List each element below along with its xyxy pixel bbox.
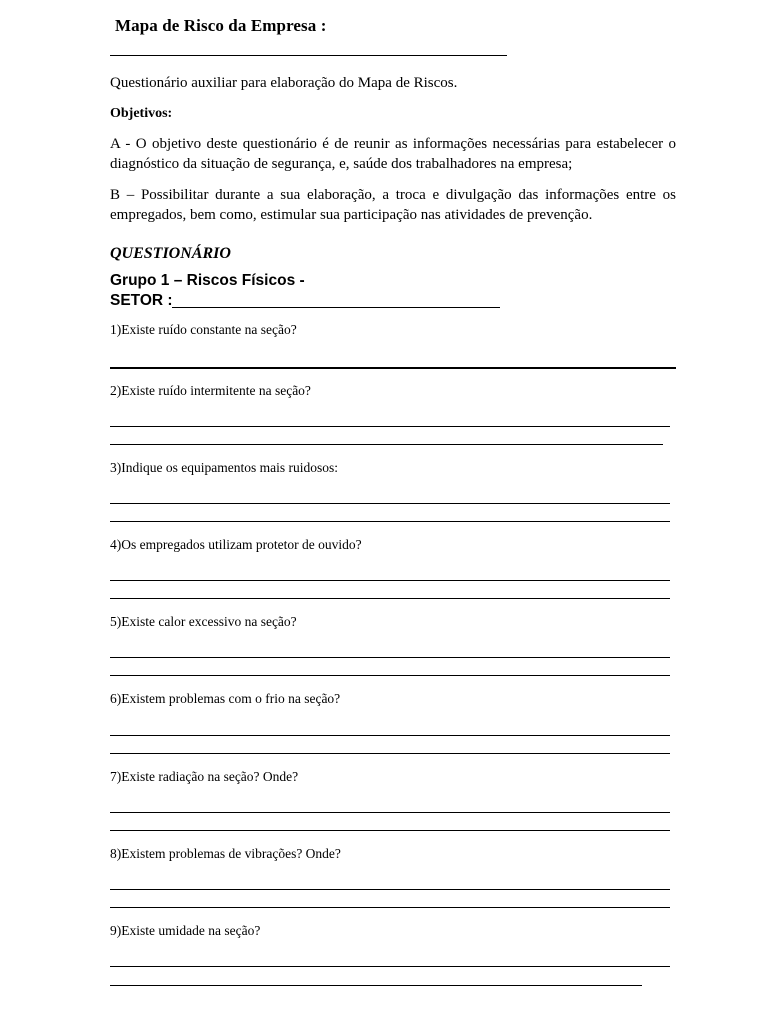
objectives-heading: Objetivos:	[110, 106, 173, 121]
question-6: 6)Existem problemas com o frio na seção?	[110, 691, 341, 706]
answer-line[interactable]	[110, 580, 670, 581]
answer-line[interactable]	[110, 521, 670, 522]
sector-label: SETOR :	[110, 292, 173, 309]
answer-line[interactable]	[110, 830, 670, 831]
answer-line[interactable]	[110, 426, 670, 427]
question-5: 5)Existe calor excessivo na seção?	[110, 614, 297, 629]
objective-a: A - O objetivo deste questionário é de reunir as informações necessárias para estabelecer o diagnóstico da situação de segurança, e, saúde dos trabalhadores na empresa;	[110, 136, 676, 172]
intro-text: Questionário auxiliar para elaboração do Mapa de Riscos.	[110, 75, 458, 91]
question-4: 4)Os empregados utilizam protetor de ouvido?	[110, 537, 362, 552]
answer-line[interactable]	[110, 367, 676, 369]
answer-line[interactable]	[110, 907, 670, 908]
answer-line[interactable]	[110, 675, 670, 676]
answer-line[interactable]	[110, 735, 670, 736]
question-1: 1)Existe ruído constante na seção?	[110, 322, 297, 337]
answer-line[interactable]	[110, 812, 670, 813]
question-2: 2)Existe ruído intermitente na seção?	[110, 383, 311, 398]
answer-line[interactable]	[110, 657, 670, 658]
page-title: Mapa de Risco da Empresa :	[115, 16, 327, 35]
objective-b: B – Possibilitar durante a sua elaboração, a troca e divulgação das informações entre os empregados, bem como, estimular sua participação nas atividades de prevenção.	[110, 187, 676, 223]
answer-line[interactable]	[110, 966, 670, 967]
answer-line[interactable]	[110, 444, 663, 445]
answer-line[interactable]	[110, 985, 642, 986]
answer-line[interactable]	[110, 598, 670, 599]
group-title: Grupo 1 – Riscos Físicos -	[110, 272, 305, 289]
question-8: 8)Existem problemas de vibrações? Onde?	[110, 846, 341, 861]
question-7: 7)Existe radiação na seção? Onde?	[110, 769, 299, 784]
sector-answer-line[interactable]	[172, 307, 500, 308]
title-underline	[110, 55, 507, 56]
questionnaire-heading: QUESTIONÁRIO	[110, 245, 231, 262]
answer-line[interactable]	[110, 753, 670, 754]
question-9: 9)Existe umidade na seção?	[110, 923, 261, 938]
question-3: 3)Indique os equipamentos mais ruidosos:	[110, 460, 338, 475]
answer-line[interactable]	[110, 503, 670, 504]
answer-line[interactable]	[110, 889, 670, 890]
